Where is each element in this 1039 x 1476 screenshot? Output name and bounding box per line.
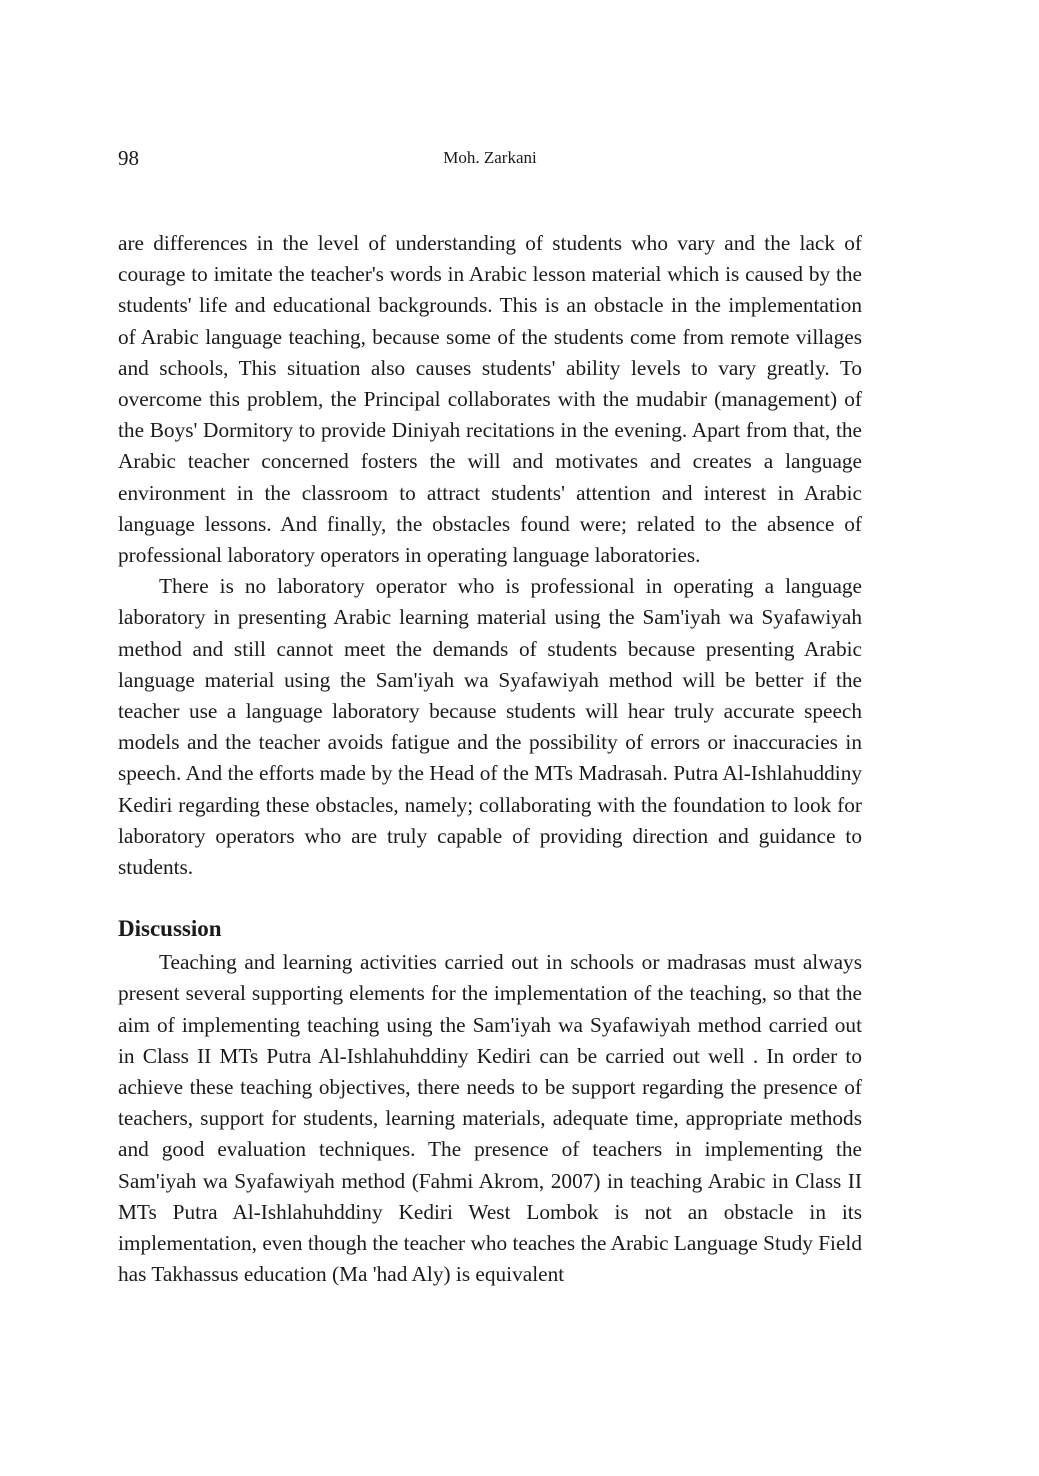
body-text <box>118 228 862 1291</box>
paragraph-discussion: Teaching and learning activities carried out in schools or madrasas must always present several supporting elements for the implementation of the teaching, so that the aim of implementing teaching using the Sam'iyah wa Syafawiyah method carried out in Class II MTs Putra Al-Ishlahuhddiny Kediri can be carried out well . In order to achieve these teaching objectives, there needs to be support regarding the presence of teachers, support for students, learning materials, adequate time, appropriate methods and good evaluation techniques. The presence of teachers in implementing the Sam'iyah wa Syafawiyah method (Fahmi Akrom, 2007) in teaching Arabic in Class II MTs Putra Al-Ishlahuhddiny Kediri West Lombok is not an obstacle in its implementation, even though the teacher who teaches the Arabic Language Study Field has Takhassus education (Ma 'had Aly) is equivalent <box>118 950 862 1287</box>
section-heading-discussion: Discussion <box>118 916 222 942</box>
page-number: 98 <box>118 146 139 170</box>
paragraph-continued: are differences in the level of understanding of students who vary and the lack of courage to imitate the teacher's words in Arabic lesson material which is caused by the students' life and educational backgrounds. This is an obstacle in the implementation of Arabic language teaching, because some of the students come from remote villages and schools, This situation also causes students' ability levels to vary greatly. To overcome this problem, the Principal collaborates with the mudabir (management) of the Boys' Dormitory to provide Diniyah recitations in the evening. Apart from that, the Arabic teacher concerned fosters the will and motivates and creates a language environment in the classroom to attract students' attention and interest in Arabic language lessons. And finally, the obstacles found were; related to the absence of professional laboratory operators in operating language laboratories. <box>118 231 862 568</box>
paragraph-laboratory-operator: There is no laboratory operator who is professional in operating a language laboratory in presenting Arabic learning material using the Sam'iyah wa Syafawiyah method and still cannot meet the demands of students because presenting Arabic language material using the Sam'iyah wa Syafawiyah method will be better if the teacher use a language laboratory because students will hear truly accurate speech models and the teacher avoids fatigue and the possibility of errors or inaccuracies in speech. And the efforts made by the Head of the MTs Madrasah. Putra Al-Ishlahuddiny Kediri regarding these obstacles, namely; collaborating with the foundation to look for laboratory operators who are truly capable of providing direction and guidance to students. <box>118 574 862 880</box>
running-head-author: Moh. Zarkani <box>443 148 537 167</box>
